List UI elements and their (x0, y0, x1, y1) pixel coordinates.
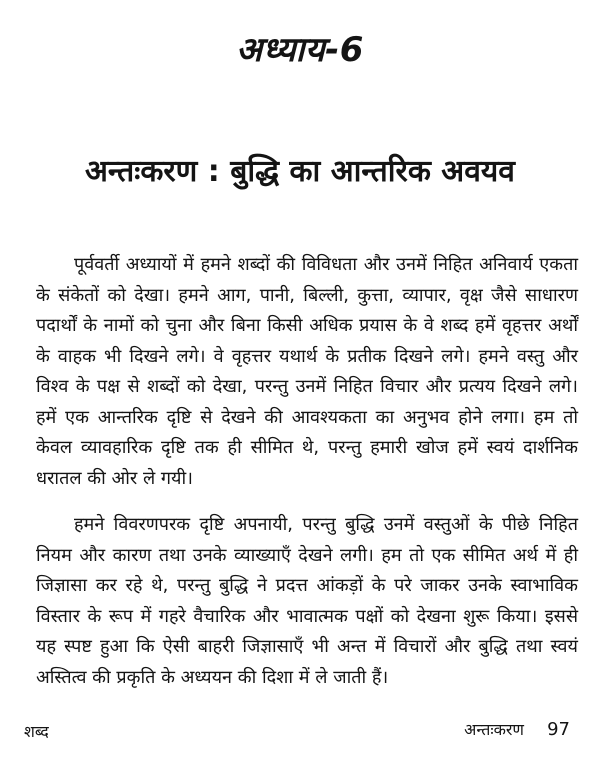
footer-section-title: अन्तःकरण (464, 720, 524, 739)
page-number: 97 (547, 719, 570, 740)
paragraph-2: हमने विवरणपरक दृष्टि अपनायी, परन्तु बुद्धि उनमें वस्तुओं के पीछे निहित नियम और कारण तथा उनके व्याख्याएँ देखने लगी। हम तो एक सीमित अर्थ में ही जिज्ञासा कर रहे थे, परन्तु बुद्धि ने प्रदत्त आंकड़ों के परे जाकर उनके स्वाभाविक विस्तार के रूप में गहरे वैचारिक और भावात्मक पक्षों को देखना शुरू किया। इससे यह स्पष्ट हुआ कि ऐसी बाहरी जिज्ञासाएँ भी अन्त में विचारों और बुद्धि तथा स्वयं अस्तित्व की प्रकृति के अध्ययन की दिशा में ले जाती हैं। (36, 514, 578, 688)
paragraph-1: पूर्ववर्ती अध्यायों में हमने शब्दों की विविधता और उनमें निहित अनिवार्य एकता के संकेतों को देखा। हमने आग, पानी, बिल्ली, कुत्ता, व्यापार, वृक्ष जैसे साधारण पदार्थों के नामों को चुना और बिना किसी अधिक प्रयास के वे शब्द हमें वृहत्तर अर्थों के वाहक भी दिखने लगे। वे वृहत्तर यथार्थ के प्रतीक दिखने लगे। हमने वस्तु और विश्व के पक्ष से शब्दों को देखा, परन्तु उनमें निहित विचार और प्रत्यय दिखने लगे। हमें एक आन्तरिक दृष्टि से देखने की आवश्यकता का अनुभव होने लगा। हम तो केवल व्यावहारिक दृष्टि तक ही सीमित थे, परन्तु हमारी खोज हमें स्वयं दार्शनिक धरातल की ओर ले गयी। (36, 254, 578, 489)
footer-running-head (464, 718, 570, 742)
chapter-label: अध्याय-6 (236, 30, 364, 70)
chapter-title: अन्तःकरण : बुद्धि का आन्तरिक अवयव (85, 154, 515, 189)
footer-book-title: शब्द (24, 722, 49, 741)
